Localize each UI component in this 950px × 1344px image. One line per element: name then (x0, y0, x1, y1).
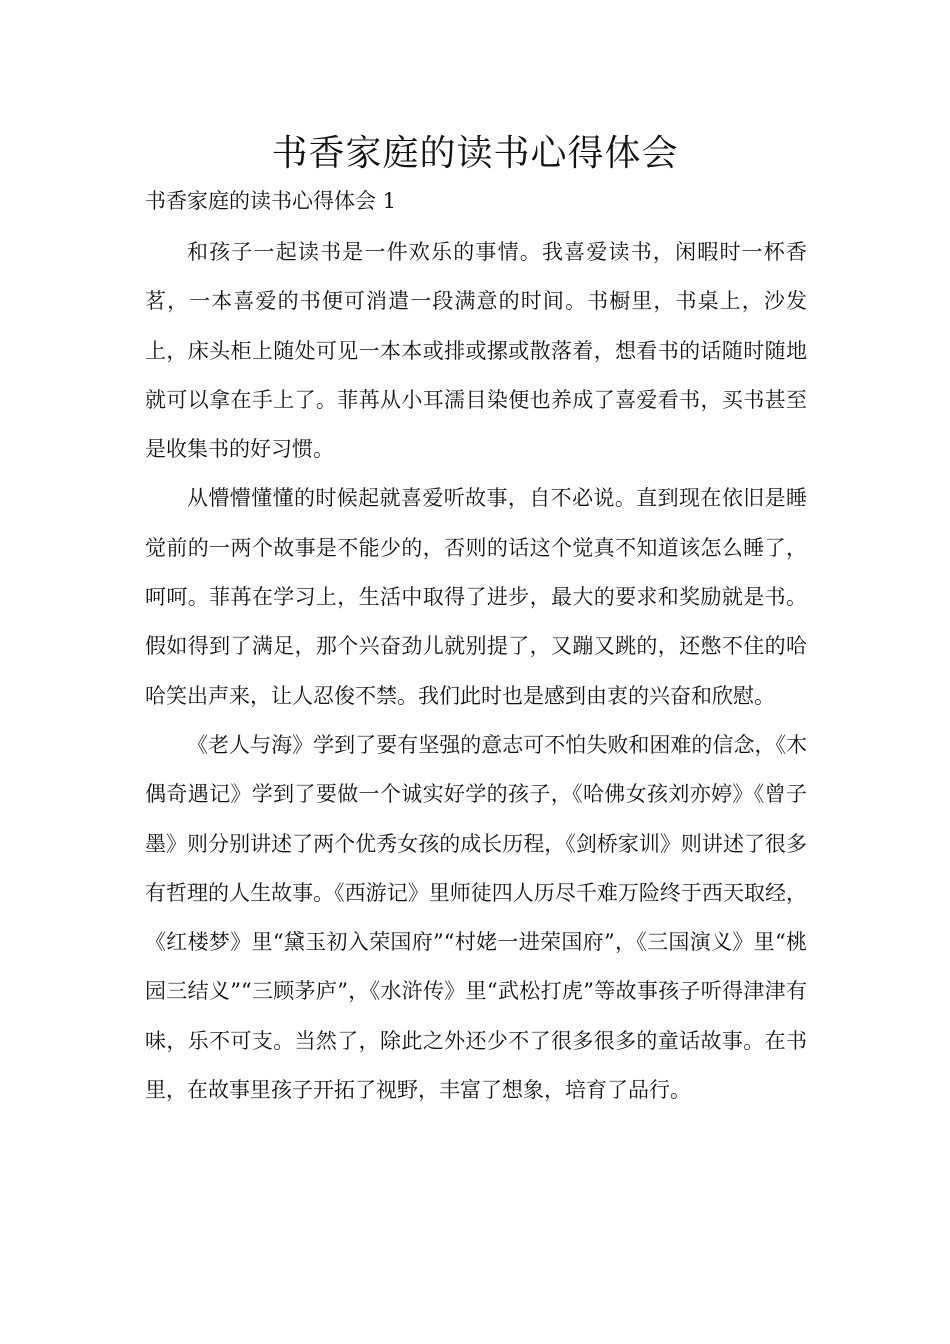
document-title: 书香家庭的读书心得体会 (271, 133, 679, 174)
document-subtitle: 书香家庭的读书心得体会 1 (145, 189, 397, 213)
document-body (145, 228, 807, 1115)
paragraph-1: 和孩子一起读书是一件欢乐的事情。我喜爱读书，闲暇时一杯香茗，一本喜爱的书便可消遣一段满意的时间。书橱里，书桌上，沙发上，床头柜上随处可见一本本或排或摞或散落着，想看书的话随时随地就可以拿在手上了。菲苒从小耳濡目染便也养成了喜爱看书，买书甚至是收集书的好习惯。 (145, 240, 807, 462)
paragraph-3: 《老人与海》学到了要有坚强的意志可不怕失败和困难的信念，《木偶奇遇记》学到了要做一个诚实好学的孩子，《哈佛女孩刘亦婷》《曾子墨》则分别讲述了两个优秀女孩的成长历程，《剑桥家训》则讲述了很多有哲理的人生故事。《西游记》里师徒四人历尽千难万险终于西天取经，《红楼梦》里“黛玉初入荣国府”“村姥一进荣国府”，《三国演义》里“桃园三结义”“三顾茅庐”，《水浒传》里“武松打虎”等故事孩子听得津津有味，乐不可支。当然了，除此之外还少不了很多很多的童话故事。在书里，在故事里孩子开拓了视野，丰富了想象，培育了品行。 (145, 732, 807, 1103)
paragraph-2: 从懵懵懂懂的时候起就喜爱听故事，自不必说。直到现在依旧是睡觉前的一两个故事是不能少的，否则的话这个觉真不知道该怎么睡了，呵呵。菲苒在学习上，生活中取得了进步，最大的要求和奖励就是书。假如得到了满足，那个兴奋劲儿就别提了，又蹦又跳的，还憋不住的哈哈笑出声来，让人忍俊不禁。我们此时也是感到由衷的兴奋和欣慰。 (145, 486, 807, 708)
